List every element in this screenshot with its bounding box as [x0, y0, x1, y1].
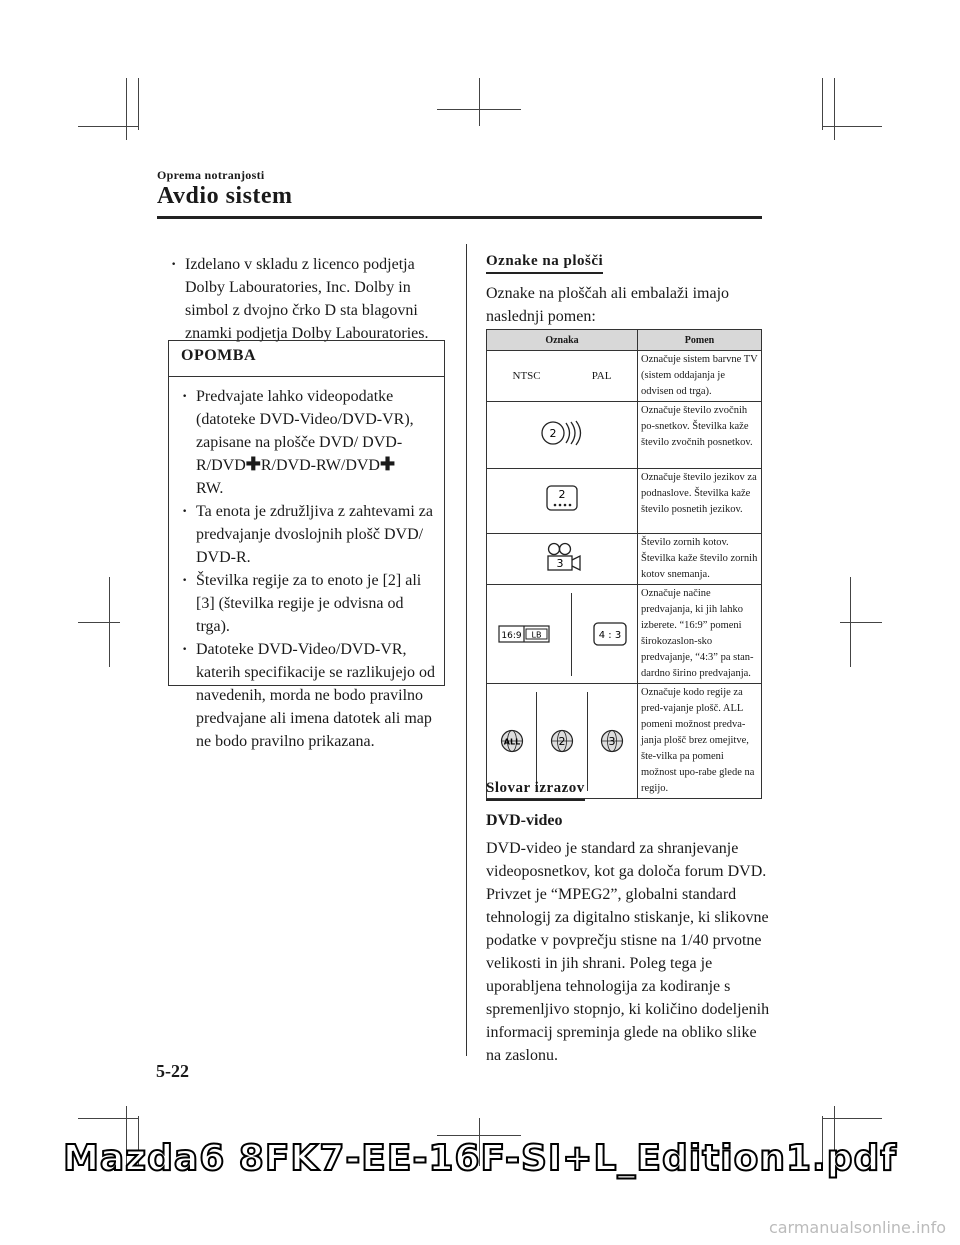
glossary-heading-text: Slovar izrazov	[486, 780, 585, 796]
note-title: OPOMBA	[169, 341, 444, 377]
crop-mark	[126, 78, 127, 140]
plus-icon: ✚	[379, 454, 396, 474]
note-box	[168, 340, 445, 750]
page-number: 5-22	[156, 1061, 189, 1081]
column-header-mark: Oznaka	[487, 330, 638, 351]
list-item	[168, 253, 448, 345]
symbol-cell	[487, 585, 638, 684]
description-cell: Označuje načine predvajanja, ki jih lahko izberete. “16:9” pomeni širokozaslon-sko predvajanje, “4:3” pa stan-dardno širino predvajanja.	[638, 585, 762, 684]
list-item-text: Ta enota je združljiva z zahtevami za predvajanje dvoslojnih plošč DVD/ DVD-R.	[196, 503, 433, 566]
camera-angles-icon	[540, 541, 584, 573]
audio-tracks-icon	[539, 419, 585, 447]
aspect-16-9-label: 16:9	[500, 631, 522, 641]
region-2-label: 2	[558, 735, 566, 748]
description-cell: Označuje število jezikov za podnaslove. Številka kaže število posnetih jezikov.	[638, 469, 762, 534]
aspect-4-3-label: 4 : 3	[598, 630, 621, 641]
crop-mark	[822, 1118, 882, 1119]
description-cell: Označuje število zvočnih po-snetkov. Številka kaže število zvočnih posnetkov.	[638, 402, 762, 469]
list-item-text: R/DVD-RW/DVD	[260, 457, 380, 474]
description-cell: Označuje kodo regije za pred-vajanje plošč. ALL pomeni možnost predva-janja plošč brez omejitve, šte-vilka pa pomeni možnost upo-rabe glede na regijo.	[638, 684, 762, 799]
bullet-icon: ·	[182, 503, 188, 520]
bullet-icon: ·	[182, 641, 188, 658]
table-row	[487, 585, 762, 684]
dvd-video-title: DVD-video	[486, 812, 563, 829]
crop-mark	[78, 126, 138, 127]
list-item	[179, 569, 436, 638]
crop-mark	[840, 622, 882, 623]
crop-mark	[78, 622, 120, 623]
region-2-icon	[550, 729, 574, 753]
crop-mark	[822, 126, 882, 127]
pdf-filename: Mazda6 8FK7-EE-16F-SI+L_Edition1.pdf	[63, 1138, 897, 1179]
list-item-text: Predvajate lahko videopodatke (datoteke DVD-Video/DVD-VR), zapisane na plošče DVD/ DVD-R/DVD	[196, 388, 414, 474]
table-row	[487, 402, 762, 469]
subtitles-icon	[545, 484, 579, 514]
dvd-video-text: DVD-video je standard za shranjevanje videoposnetkov, kot ga določa forum DVD. Privzet je “MPEG2”, globalni standard tehnologij za digitalno stiskanje, ki slikovne podatke v povprečju stisne na 1/40 prvotne velikosti in jih shrani. Poleg tega je uporabljena tehnologija za kodiranje s spremenljivo stopnjo, ki količino dodeljenih informacij spreminja glede na obliko slike na zaslonu.	[486, 840, 770, 1064]
list-item	[179, 500, 436, 569]
region-3-icon	[600, 729, 624, 753]
symbol-cell	[487, 534, 638, 585]
note-list	[169, 377, 444, 753]
crop-mark	[834, 78, 835, 140]
region-3-cell	[588, 692, 637, 791]
symbol-cell	[487, 402, 638, 469]
crop-mark	[479, 78, 480, 126]
bullet-icon: ·	[182, 572, 188, 589]
subtitles-number: 2	[558, 487, 566, 501]
aspect-4-3-icon	[593, 622, 627, 646]
list-item-text: Izdelano v skladu z licenco podjetja Dolby Labouratories, Inc. Dolby in simbol z dvojno črko D sta blagovni znamki podjetja Dolby Labouratories.	[185, 256, 429, 342]
region-all-cell	[487, 692, 537, 791]
marks-intro: Oznake na ploščah ali embalaži imajo naslednji pomen:	[486, 285, 730, 325]
crop-mark	[822, 78, 823, 130]
watermark: carmanualsonline.info	[768, 1218, 946, 1237]
region-all-icon	[500, 729, 524, 753]
list-item-text: Datoteke DVD-Video/DVD-VR, katerih specifikacije se razlikujejo od navedenih, morda ne bodo pravilno predvajane ali imena datotek ali map ne bodo pravilno prikazana.	[196, 641, 436, 750]
table-row	[487, 351, 762, 402]
marks-table	[486, 329, 762, 799]
crop-mark	[437, 109, 521, 110]
list-item	[179, 385, 436, 500]
heading-underline	[486, 799, 585, 801]
symbol-cell	[487, 351, 638, 402]
region-3-label: 3	[608, 735, 616, 748]
description-cell: Označuje sistem barvne TV (sistem oddajanja je odvisen od trga).	[638, 351, 762, 402]
list-item	[179, 638, 436, 753]
ntsc-label: NTSC	[512, 370, 541, 382]
marks-heading-text: Oznake na plošči	[486, 253, 604, 269]
list-item-text: Številka regije za to enoto je [2] ali [3] (številka regije je odvisna od trga).	[196, 572, 422, 635]
column-divider	[466, 244, 467, 1056]
left-column	[168, 253, 448, 345]
crop-mark	[138, 78, 139, 130]
table-header-row	[487, 330, 762, 351]
camera-angles-number: 3	[556, 556, 564, 570]
bullet-icon: ·	[182, 388, 188, 405]
description-cell: Število zornih kotov. Številka kaže število zornih kotov snemanja.	[638, 534, 762, 585]
plus-icon: ✚	[245, 454, 261, 474]
section-label: Oprema notranjosti	[157, 168, 265, 182]
heading-underline	[486, 272, 603, 274]
list-item-text: RW.	[196, 480, 224, 497]
title-rule	[157, 216, 762, 219]
crop-mark	[78, 1118, 138, 1119]
page-title: Avdio sistem	[157, 183, 293, 209]
column-header-meaning: Pomen	[638, 330, 762, 351]
bullet-icon: ·	[171, 256, 177, 273]
symbol-cell	[487, 469, 638, 534]
audio-tracks-number: 2	[549, 426, 557, 440]
marks-heading	[486, 253, 603, 274]
pal-label: PAL	[591, 370, 612, 382]
aspect-lb-label: LB	[531, 630, 541, 640]
table-row	[487, 469, 762, 534]
crop-mark	[437, 1135, 521, 1136]
aspect-16-9-lb-icon	[498, 625, 550, 643]
region-2-cell	[537, 692, 587, 791]
table-row	[487, 534, 762, 585]
region-all-label: ALL	[503, 737, 520, 747]
cell-divider	[571, 593, 572, 676]
glossary-heading	[486, 780, 585, 801]
